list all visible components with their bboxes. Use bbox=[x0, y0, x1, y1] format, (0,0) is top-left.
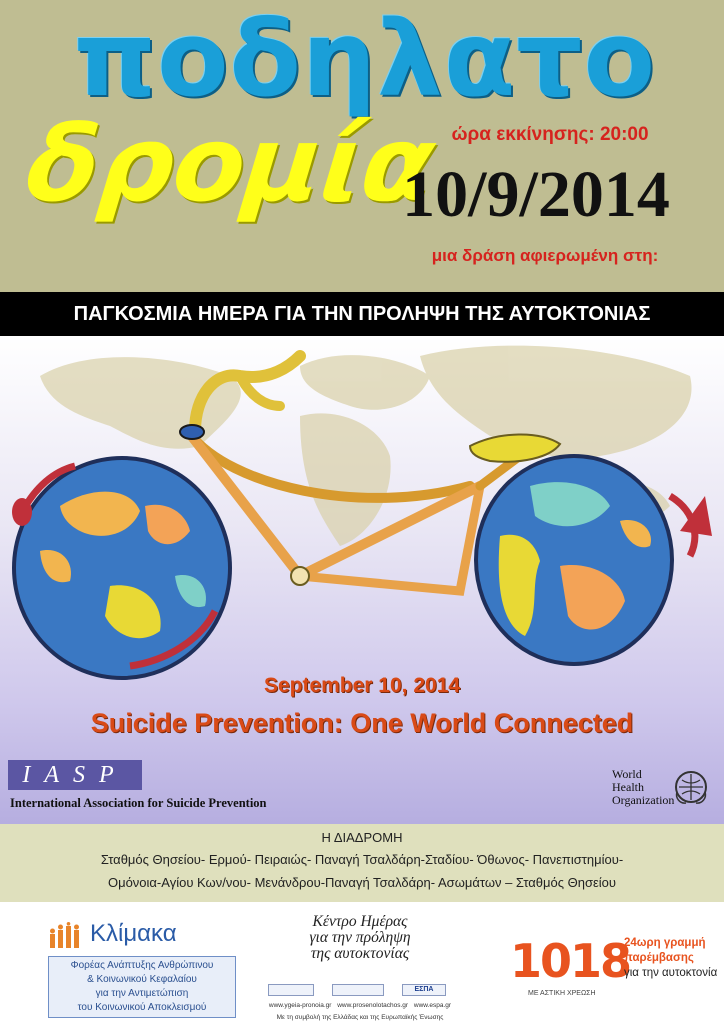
center-line-3: της αυτοκτονίας bbox=[310, 945, 410, 962]
klimaka-description bbox=[48, 956, 236, 1018]
link-prosenolotachos[interactable]: www.prosenolotachos.gr bbox=[337, 1002, 409, 1009]
event-date: 10/9/2014 bbox=[402, 158, 670, 231]
who-line1: World bbox=[612, 767, 642, 781]
klimaka-desc-2: & Κοινωνικού Κεφαλαίου bbox=[87, 974, 197, 985]
dedication-text: μια δράση αφιερωμένη στη: bbox=[431, 246, 659, 265]
iasp-logo: IASP bbox=[8, 760, 142, 790]
link-espa[interactable]: www.espa.gr bbox=[413, 1002, 452, 1009]
center-line-2: για την πρόληψη bbox=[309, 929, 411, 946]
bicycle-world-illustration bbox=[0, 336, 724, 824]
hotline-number: 1018 bbox=[510, 934, 631, 988]
who-line2: Health bbox=[612, 780, 644, 794]
espa-logo: ΕΣΠΑ bbox=[402, 984, 446, 996]
partner-links bbox=[250, 1002, 470, 1009]
hotline-subtext: ΜΕ ΑΣΤΙΚΗ ΧΡΕΩΣΗ bbox=[528, 990, 596, 997]
klimaka-logo bbox=[48, 918, 238, 1018]
iasp-name: International Association for Suicide Prevention bbox=[10, 796, 267, 810]
who-line3: Organization bbox=[612, 793, 675, 807]
bicycle-globe-icon bbox=[0, 336, 724, 824]
poster-title-line1: ποδηλατο bbox=[73, 0, 657, 120]
link-ygeia[interactable]: www.ygeia-pronoia.gr bbox=[268, 1002, 332, 1009]
hotline-text-2: παρέμβασης bbox=[624, 952, 694, 964]
funding-note: Με τη συμβολή της Ελλάδας και της Ευρωπαϊκής Ένωσης bbox=[276, 1014, 444, 1021]
route-title: Η ΔΙΑΔΡΟΜΗ bbox=[321, 830, 403, 845]
rear-wheel-globe bbox=[476, 456, 712, 664]
klimaka-name: Κλίμακα bbox=[90, 920, 177, 947]
who-logo bbox=[612, 768, 716, 816]
klimaka-desc-1: Φορέας Ανάπτυξης Ανθρώπινου bbox=[70, 960, 214, 971]
who-emblem-icon bbox=[672, 768, 710, 806]
hotline-text-1: 24ωρη γραμμή bbox=[624, 937, 706, 949]
partner-logos bbox=[268, 984, 452, 998]
start-time: ώρα εκκίνησης: 20:00 bbox=[451, 124, 649, 145]
klimaka-desc-4: του Κοινωνικού Αποκλεισμού bbox=[77, 1002, 207, 1013]
ministry-logo bbox=[332, 984, 384, 996]
front-wheel-globe bbox=[12, 458, 230, 678]
sponsors-footer bbox=[0, 902, 724, 1024]
center-line-1: Κέντρο Ημέρας bbox=[312, 913, 408, 930]
who-text bbox=[612, 768, 674, 807]
greek-flag-logo bbox=[268, 984, 314, 996]
day-center-logo bbox=[250, 914, 470, 1024]
banner-world-day: ΠΑΓΚΟΣΜΙΑ ΗΜΕΡΑ ΓΙΑ ΤΗΝ ΠΡΟΛΗΨΗ ΤΗΣ ΑΥΤΟΚΤΟΝΙΑΣ bbox=[0, 292, 724, 336]
hotline-description bbox=[624, 936, 720, 981]
route-line-2: Ομόνοια-Αγίου Κων/νου- Μενάνδρου-Παναγή Τσαλδάρη- Ασωμάτων – Σταθμός Θησείου bbox=[107, 875, 617, 890]
hotline-text-3: για την αυτοκτονία bbox=[624, 967, 718, 979]
hotline-1018 bbox=[510, 930, 720, 1010]
route-section bbox=[0, 824, 724, 902]
event-date-english: September 10, 2014 bbox=[263, 674, 461, 697]
poster-title-line2: δρομία bbox=[21, 103, 441, 225]
klimaka-desc-3: για την Αντιμετώπιση bbox=[95, 988, 189, 999]
route-line-1: Σταθμός Θησείου- Ερμού- Πειραιώς- Παναγή Τσαλδάρη-Σταδίου- Όθωνος- Πανεπιστημίου- bbox=[100, 852, 624, 867]
klimaka-people-icon bbox=[48, 922, 88, 948]
event-theme: Suicide Prevention: One World Connected bbox=[90, 708, 634, 738]
poster-header bbox=[0, 0, 724, 292]
